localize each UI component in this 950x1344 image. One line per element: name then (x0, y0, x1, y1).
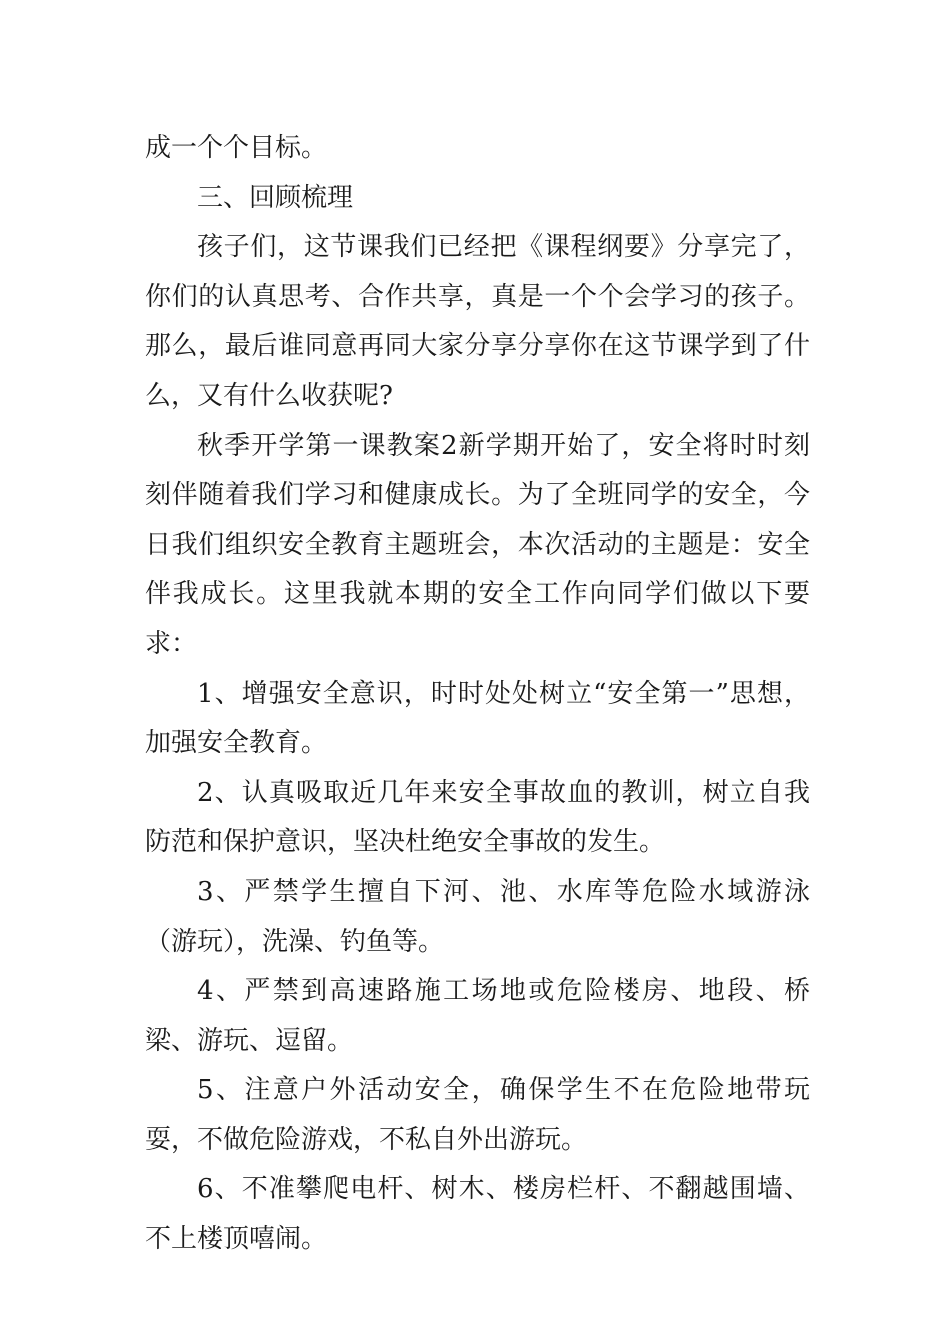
list-item-2: 2、认真吸取近几年来安全事故血的教训，树立自我防范和保护意识，坚决杜绝安全事故的发生。 (145, 777, 810, 858)
paragraph-review: 孩子们，这节课我们已经把《课程纲要》分享完了，你们的认真思考、合作共享，真是一个个会学习的孩子。那么，最后谁同意再同大家分享分享你在这节课学到了什么，又有什么收获呢? (145, 232, 810, 411)
list-item-6: 6、不准攀爬电杆、树木、楼房栏杆、不翻越围墙、不上楼顶嘻闹。 (145, 1174, 810, 1255)
list-item-5: 5、注意户外活动安全，确保学生不在危险地带玩耍，不做危险游戏，不私自外出游玩。 (145, 1075, 810, 1155)
list-item-3: 3、严禁学生擅自下河、池、水库等危险水域游泳（游玩），洗澡、钓鱼等。 (145, 876, 810, 957)
list-item-4: 4、严禁到高速路施工场地或危险楼房、地段、桥梁、游玩、逗留。 (145, 976, 810, 1056)
section-heading-review: 三、回顾梳理 (197, 182, 354, 213)
paragraph-lesson-plan-2-intro: 秋季开学第一课教案2新学期开始了，安全将时时刻刻伴随着我们学习和健康成长。为了全班同学的安全，今日我们组织安全教育主题班会，本次活动的主题是：安全伴我成长。这里我就本期的安全工作向同学们做以下要求： (145, 430, 810, 659)
document-body (145, 124, 810, 1265)
list-item-1: 1、增强安全意识，时时处处树立“安全第一”思想，加强安全教育。 (145, 678, 810, 759)
paragraph-continuation: 成一个个目标。 (145, 133, 328, 163)
